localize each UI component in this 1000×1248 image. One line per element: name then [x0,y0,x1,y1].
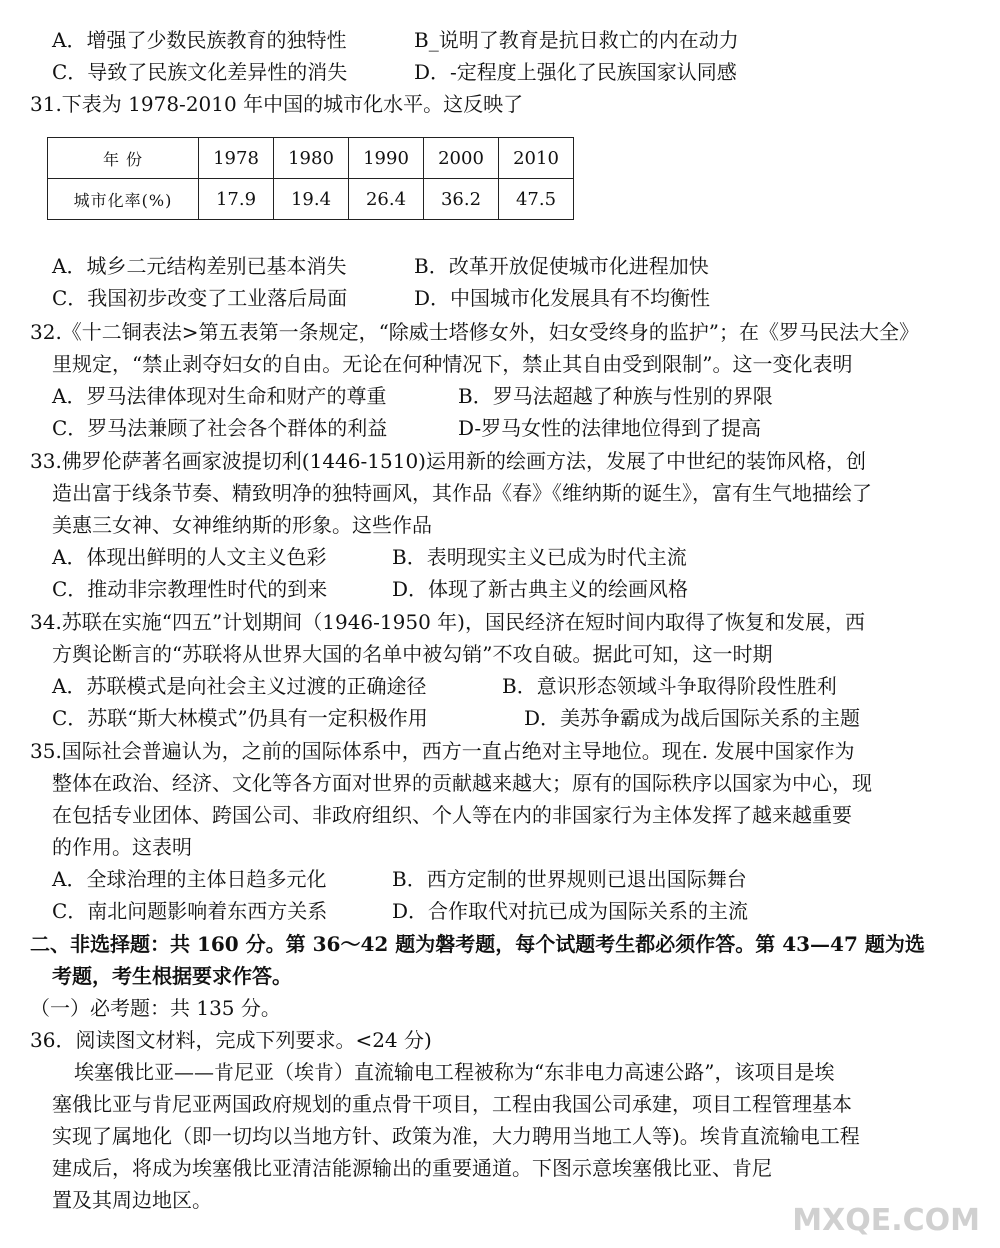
rate-cell: 36.2 [424,179,499,220]
q35-option-a: A．全球治理的主体日趋多元化 [52,867,327,891]
rate-cell: 47.5 [499,179,574,220]
q30-option-b: B_说明了教育是抗日救亡的内在动力 [414,28,739,52]
q30-option-c: C．导致了民族文化差异性的消失 [52,60,348,84]
q33-line-2: 造出富于线条节奏、精致明净的独特画风，其作品《春》《维纳斯的诞生》，富有生气地描绘了 [52,481,872,505]
q33-line-3: 美惠三女神、女神维纳斯的形象。这些作品 [52,513,432,537]
q34-option-d: D．美苏争霸成为战后国际关系的主题 [524,706,861,730]
q31-option-d: D．中国城市化发展具有不均衡性 [414,286,711,310]
q32-line-1: 32.《十二铜表法>第五表第一条规定，“除威士塔修女外，妇女受终身的监护”；在《罗马民法大全》 [30,320,920,344]
table-header-year: 年 份 [48,138,199,179]
urbanization-table [47,137,574,220]
q36-paragraph-line-2: 塞俄比亚与肯尼亚两国政府规划的重点骨干项目，工程由我国公司承建，项目工程管理基本 [52,1092,852,1116]
q33-option-a: A．体现出鲜明的人文主义色彩 [52,545,327,569]
q35-line-3: 在包括专业团体、跨国公司、非政府组织、个人等在内的非国家行为主体发挥了越来越重要 [52,803,852,827]
section2-heading-line-1: 二、非选择题：共 160 分。第 36～42 题为磐考题，每个试题考生都必须作答。第 43—47 题为选 [30,932,925,956]
q34-line-1: 34.苏联在实施“四五”计划期间（1946-1950 年)，国民经济在短时间内取得了恢复和发展，西 [30,610,865,634]
q33-option-c: C．推动非宗教理性时代的到来 [52,577,328,601]
q35-option-c: C．南北问题影响着东西方关系 [52,899,328,923]
table-row-rates [48,179,574,220]
q34-option-c: C．苏联“斯大林模式”仍具有一定积极作用 [52,706,428,730]
section2-heading-line-2: 考题，考生根据要求作答。 [52,964,292,988]
q31-stem: 31.下表为 1978-2010 年中国的城市化水平。这反映了 [30,92,524,116]
table-row-years [48,138,574,179]
q36-paragraph-line-5: 置及其周边地区。 [52,1188,212,1212]
q35-line-2: 整体在政治、经济、文化等各方面对世界的贡献越来越大；原有的国际秩序以国家为中心，现 [52,771,872,795]
q36-paragraph-line-3: 实现了属地化（即一切均以当地方针、政策为准，大力聘用当地工人等)。埃肯直流输电工程 [52,1124,860,1148]
q32-option-d: D-罗马女性的法律地位得到了提高 [458,416,762,440]
q36-stem: 36．阅读图文材料，完成下列要求。<24 分) [30,1028,432,1052]
q34-option-a: A．苏联模式是向社会主义过渡的正确途径 [52,674,427,698]
q36-paragraph-line-1: 埃塞俄比亚——肯尼亚（埃肯）直流输电工程被称为“东非电力高速公路”，该项目是埃 [74,1060,835,1084]
q33-line-1: 33.佛罗伦萨著名画家波提切利(1446-1510)运用新的绘画方法，发展了中世纪的装饰风格，创 [30,449,866,473]
q32-option-c: C．罗马法兼顾了社会各个群体的利益 [52,416,388,440]
section2-subheading: （一）必考题：共 135 分。 [30,996,281,1020]
q30-option-a: A．增强了少数民族教育的独特性 [52,28,347,52]
q34-line-2: 方舆论断言的“苏联将从世界大国的名单中被勾销”不攻自破。据此可知，这一时期 [52,642,773,666]
year-cell: 1990 [349,138,424,179]
q33-option-d: D．体现了新古典主义的绘画风格 [392,577,689,601]
q31-option-b: B．改革开放促使城市化进程加快 [414,254,709,278]
q30-option-d: D．-定程度上强化了民族国家认同感 [414,60,737,84]
q35-option-d: D．合作取代对抗已成为国际关系的主流 [392,899,749,923]
rate-cell: 19.4 [274,179,349,220]
year-cell: 1980 [274,138,349,179]
q33-option-b: B．表明现实主义已成为时代主流 [392,545,687,569]
q34-option-b: B．意识形态领域斗争取得阶段性胜利 [502,674,837,698]
q32-option-a: A．罗马法律体现对生命和财产的尊重 [52,384,387,408]
table-header-rate: 城市化率(%) [48,179,199,220]
q35-option-b: B．西方定制的世界规则已退出国际舞台 [392,867,747,891]
q32-option-b: B．罗马法超越了种族与性别的界限 [458,384,773,408]
q35-line-4: 的作用。这表明 [52,835,192,859]
q31-option-a: A．城乡二元结构差别已基本消失 [52,254,347,278]
q35-line-1: 35.国际社会普遍认为，之前的国际体系中，西方一直占绝对主导地位。现在. 发展中国家作为 [30,739,855,763]
year-cell: 2000 [424,138,499,179]
year-cell: 2010 [499,138,574,179]
rate-cell: 26.4 [349,179,424,220]
q32-line-2: 里规定，“禁止剥夺妇女的自由。无论在何种情况下，禁止其自由受到限制”。这一变化表明 [52,352,853,376]
rate-cell: 17.9 [199,179,274,220]
q31-option-c: C．我国初步改变了工业落后局面 [52,286,348,310]
q36-paragraph-line-4: 建成后，将成为埃塞俄比亚清洁能源输出的重要通道。下图示意埃塞俄比亚、肯尼 [52,1156,772,1180]
watermark-logo: MXQE.COM [792,1203,980,1238]
year-cell: 1978 [199,138,274,179]
